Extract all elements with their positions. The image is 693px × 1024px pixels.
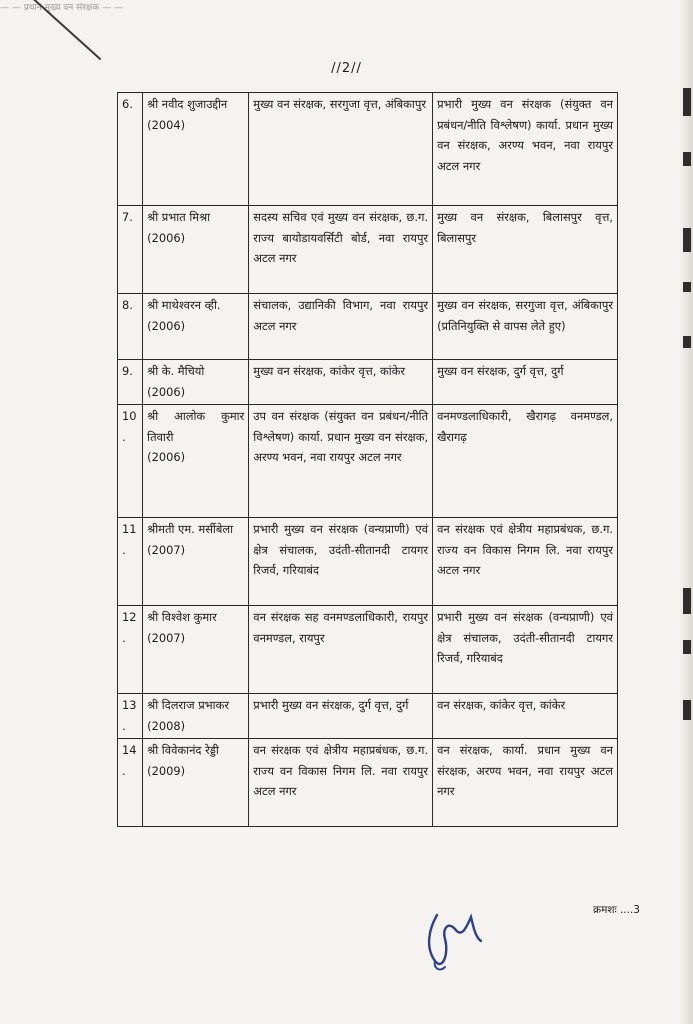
officer-cell [143, 360, 249, 405]
new-posting: वनमण्डलाधिकारी, खैरागढ़ वनमण्डल, खैरागढ़ [433, 405, 618, 518]
table-row [118, 739, 618, 827]
current-posting: प्रभारी मुख्य वन संरक्षक (वन्यप्राणी) एवं क्षेत्र संचालक, उदंती-सीतानदी टायगर रिजर्व, गरियाबंद [249, 518, 433, 606]
serial-number: 11. [118, 518, 143, 606]
table-row [118, 518, 618, 606]
officer-name: श्रीमती एम. मर्सीबेला [147, 522, 234, 536]
serial-number: 13. [118, 694, 143, 739]
signature-mark [415, 895, 495, 975]
serial-number: 10. [118, 405, 143, 518]
officer-batch: (2006) [147, 230, 186, 245]
officer-cell [143, 739, 249, 827]
officer-name: श्री दिलराज प्रभाकर [147, 698, 230, 712]
officer-batch: (2007) [147, 630, 186, 645]
new-posting: प्रभारी मुख्य वन संरक्षक (संयुक्त वन प्रबंधन/नीति विश्लेषण) कार्या. प्रधान मुख्य वन संरक्षक, अरण्य भवन, नवा रायपुर अटल नगर [433, 93, 618, 206]
officer-cell [143, 405, 249, 518]
officer-name: श्री माथेश्वरन व्ही. [147, 298, 221, 312]
table-row [118, 360, 618, 405]
current-posting: प्रभारी मुख्य वन संरक्षक, दुर्ग वृत्त, दुर्ग [249, 694, 433, 739]
table-row [118, 93, 618, 206]
current-posting: सदस्य सचिव एवं मुख्य वन संरक्षक, छ.ग. राज्य बायोडायवर्सिटी बोर्ड, नवा रायपुर अटल नगर [249, 206, 433, 294]
officer-batch: (2008) [147, 718, 186, 733]
officer-cell [143, 694, 249, 739]
new-posting: मुख्य वन संरक्षक, सरगुजा वृत्त, अंबिकापुर (प्रतिनियुक्ति से वापस लेते हुए) [433, 294, 618, 360]
officer-batch: (2009) [147, 763, 186, 778]
continuation-note: क्रमशः ....3 [593, 904, 640, 916]
officer-cell [143, 518, 249, 606]
new-posting: मुख्य वन संरक्षक, बिलासपुर वृत्त, बिलासपुर [433, 206, 618, 294]
scan-edge [679, 0, 693, 1024]
officer-batch: (2004) [147, 117, 186, 132]
serial-number: 7. [118, 206, 143, 294]
current-posting: उप वन संरक्षक (संयुक्त वन प्रबंधन/नीति विश्लेषण) कार्या. प्रधान मुख्य वन संरक्षक, अरण्य भवन, नवा रायपुर अटल नगर [249, 405, 433, 518]
new-posting: वन संरक्षक, कांकेर वृत्त, कांकेर [433, 694, 618, 739]
new-posting: वन संरक्षक, कार्या. प्रधान मुख्य वन संरक्षक, अरण्य भवन, नवा रायपुर अटल नगर [433, 739, 618, 827]
new-posting: मुख्य वन संरक्षक, दुर्ग वृत्त, दुर्ग [433, 360, 618, 405]
serial-number: 14. [118, 739, 143, 827]
officer-batch: (2007) [147, 542, 186, 557]
table-row [118, 606, 618, 694]
new-posting: प्रभारी मुख्य वन संरक्षक (वन्यप्राणी) एवं क्षेत्र संचालक, उदंती-सीतानदी टायगर रिजर्व, गरियाबंद [433, 606, 618, 694]
current-posting: वन संरक्षक सह वनमण्डलाधिकारी, रायपुर वनमण्डल, रायपुर [249, 606, 433, 694]
table-row [118, 694, 618, 739]
officer-batch: (2006) [147, 384, 186, 399]
officer-batch: (2006) [147, 318, 186, 333]
serial-number: 12. [118, 606, 143, 694]
current-posting: मुख्य वन संरक्षक, सरगुजा वृत्त, अंबिकापुर [249, 93, 433, 206]
table-row [118, 405, 618, 518]
current-posting: वन संरक्षक एवं क्षेत्रीय महाप्रबंधक, छ.ग. राज्य वन विकास निगम लि. नवा रायपुर अटल नगर [249, 739, 433, 827]
officer-name: श्री विवेकानंद रेड्डी [147, 743, 219, 757]
officer-name: श्री प्रभात मिश्रा [147, 210, 211, 224]
officer-cell [143, 294, 249, 360]
current-posting: मुख्य वन संरक्षक, कांकेर वृत्त, कांकेर [249, 360, 433, 405]
officer-name: श्री के. मैचियो [147, 364, 205, 378]
officer-name: श्री आलोक कुमार तिवारी [147, 409, 245, 444]
officer-name: श्री विश्वेश कुमार [147, 610, 217, 624]
officer-batch: (2006) [147, 450, 186, 464]
officer-name: श्री नवीद शुजाउद्दीन [147, 97, 228, 111]
scan-bleed-text: — — प्रधान मुख्य वन संरक्षक — — [0, 3, 124, 13]
serial-number: 9. [118, 360, 143, 405]
officer-cell [143, 93, 249, 206]
page-number: //2// [331, 61, 362, 76]
table-row [118, 294, 618, 360]
current-posting: संचालक, उद्यानिकी विभाग, नवा रायपुर अटल नगर [249, 294, 433, 360]
table-body [118, 93, 618, 827]
table-row [118, 206, 618, 294]
officer-cell [143, 606, 249, 694]
serial-number: 8. [118, 294, 143, 360]
serial-number: 6. [118, 93, 143, 206]
new-posting: वन संरक्षक एवं क्षेत्रीय महाप्रबंधक, छ.ग. राज्य वन विकास निगम लि. नवा रायपुर अटल नगर [433, 518, 618, 606]
officer-cell [143, 206, 249, 294]
transfer-table [117, 92, 618, 827]
